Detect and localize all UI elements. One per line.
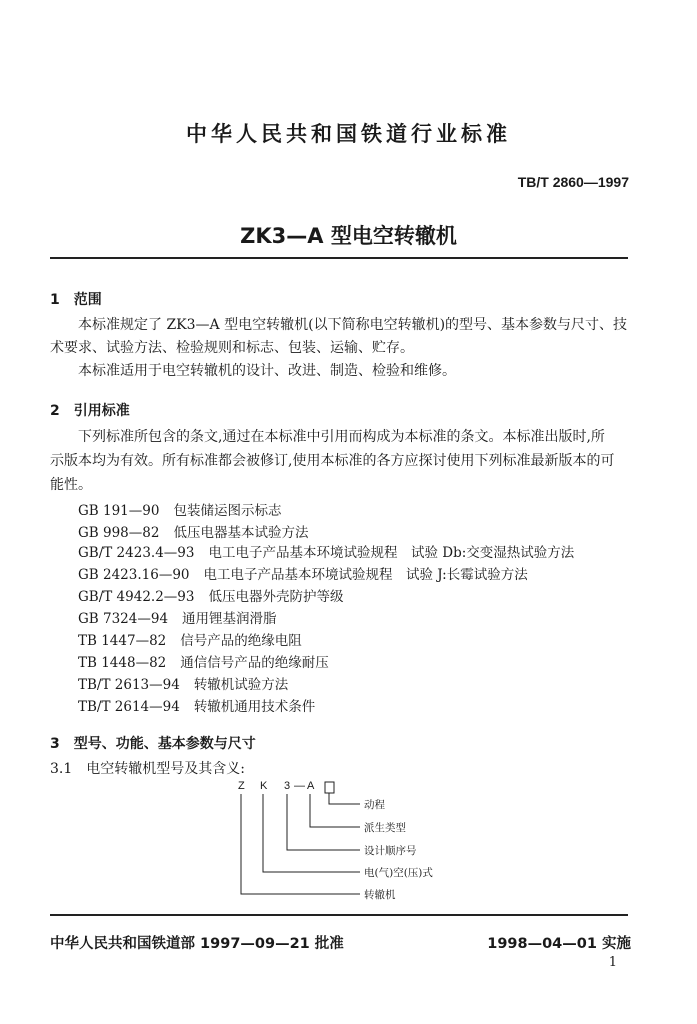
line-derived-type <box>310 794 360 827</box>
reference-code: GB 7324—94 <box>78 611 169 627</box>
footer-rule <box>50 914 628 916</box>
reference-code: GB 998—82 <box>78 525 160 541</box>
line-design-seq <box>287 794 360 850</box>
section-2-heading: 2 引用标准 <box>50 403 130 419</box>
label-derived-type: 派生类型 <box>364 822 406 834</box>
model-dash: — <box>294 780 305 792</box>
reference-item <box>78 629 302 649</box>
line-switch-machine <box>241 794 360 894</box>
standard-code: TB/T 2860—1997 <box>517 174 629 190</box>
model-letter-k: K <box>260 780 268 792</box>
label-design-sequence: 设计顺序号 <box>364 845 417 857</box>
reference-code: GB/T 2423.4—93 <box>78 545 195 561</box>
reference-item <box>78 585 343 605</box>
header-rule <box>50 257 628 259</box>
reference-code: GB 2423.16—90 <box>78 567 190 583</box>
section-1-heading: 1 范围 <box>50 292 102 308</box>
reference-item <box>78 541 574 561</box>
reference-code: TB/T 2614—94 <box>78 699 180 715</box>
line-stroke <box>329 793 360 804</box>
document-title: ZK3—A 型电空转辙机 <box>240 224 457 248</box>
model-letter-a: A <box>307 780 315 792</box>
reference-title: 电工电子产品基本环境试验规程 试验 J:长霉试验方法 <box>203 567 528 583</box>
reference-title: 电工电子产品基本环境试验规程 试验 Db:交变湿热试验方法 <box>208 545 575 561</box>
reference-title: 低压电器基本试验方法 <box>173 525 309 541</box>
reference-title: 通用锂基润滑脂 <box>182 611 277 627</box>
section-1-para-2: 本标准适用于电空转辙机的设计、改进、制造、检验和维修。 <box>78 363 456 379</box>
org-title: 中华人民共和国铁道行业标准 <box>186 122 511 146</box>
reference-code: GB/T 4942.2—93 <box>78 589 195 605</box>
section-2-intro-line-1: 下列标准所包含的条文,通过在本标准中引用而构成为本标准的条文。本标准出版时,所 <box>78 429 605 445</box>
reference-title: 转辙机通用技术条件 <box>193 699 316 715</box>
reference-item <box>78 607 277 627</box>
designation-lines <box>232 780 492 910</box>
reference-item <box>78 563 528 583</box>
reference-title: 信号产品的绝缘电阻 <box>180 633 302 649</box>
stroke-placeholder-box <box>325 782 334 793</box>
reference-code: TB/T 2613—94 <box>78 677 180 693</box>
line-electro-pneumatic <box>263 794 360 872</box>
label-switch-machine: 转辙机 <box>364 889 396 901</box>
page-number: 1 <box>608 955 617 970</box>
reference-title: 通信信号产品的绝缘耐压 <box>180 655 329 671</box>
section-1-para-1-line-1: 本标准规定了 ZK3—A 型电空转辙机(以下简称电空转辙机)的型号、基本参数与尺寸、技 <box>78 317 628 333</box>
reference-item <box>78 499 281 519</box>
reference-title: 转辙机试验方法 <box>193 677 289 693</box>
reference-item <box>78 651 329 671</box>
approval-line: 中华人民共和国铁道部 1997—09—21 批准 <box>50 936 344 952</box>
reference-item <box>78 521 308 541</box>
section-2-intro-line-3: 能性。 <box>50 477 92 493</box>
reference-item <box>78 695 315 715</box>
reference-code: TB 1448—82 <box>78 655 167 671</box>
section-2-intro-line-2: 示版本均为有效。所有标准都会被修订,使用本标准的各方应探讨使用下列标准最新版本的可 <box>50 453 615 469</box>
reference-code: TB 1447—82 <box>78 633 167 649</box>
reference-title: 低压电器外壳防护等级 <box>208 589 344 605</box>
label-stroke: 动程 <box>364 799 385 811</box>
model-letter-z: Z <box>238 780 245 792</box>
implementation-date: 1998—04—01 实施 <box>487 936 631 952</box>
model-digit-3: 3 <box>284 780 291 792</box>
section-3-heading: 3 型号、功能、基本参数与尺寸 <box>50 736 256 752</box>
reference-item <box>78 673 288 693</box>
label-electro-pneumatic: 电(气)空(压)式 <box>364 867 433 879</box>
model-designation-diagram <box>232 780 492 910</box>
reference-code: GB 191—90 <box>78 503 160 519</box>
reference-title: 包装储运图示标志 <box>173 503 282 519</box>
subsection-3-1: 3.1 电空转辙机型号及其含义: <box>50 761 245 777</box>
section-1-para-1-line-2: 术要求、试验方法、检验规则和标志、包装、运输、贮存。 <box>50 340 414 356</box>
